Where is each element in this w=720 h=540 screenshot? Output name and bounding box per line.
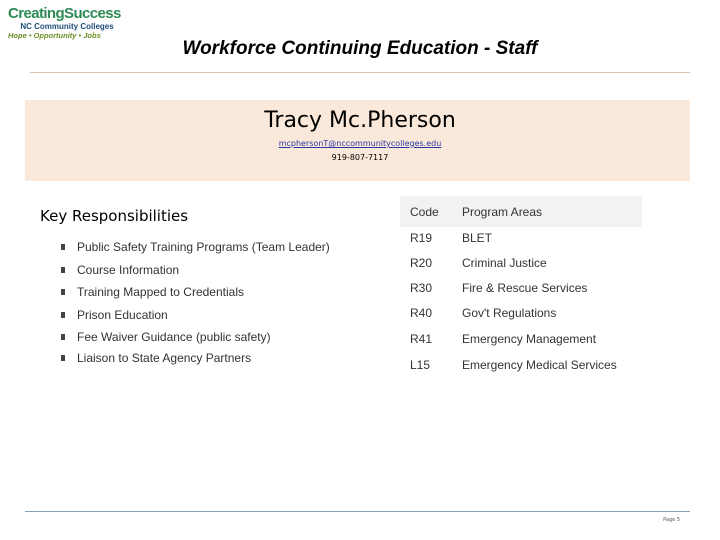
top-divider: [30, 72, 690, 73]
responsibilities-title: Key Responsibilities: [40, 207, 189, 225]
contact-phone: 919-807-7117: [331, 153, 389, 162]
page-title: Workforce Continuing Education - Staff: [182, 38, 538, 59]
table-cell-program: Emergency Medical Services: [462, 358, 617, 372]
bullet-icon: [61, 312, 65, 318]
table-cell-program: BLET: [462, 231, 493, 245]
bullet-icon: [61, 289, 65, 295]
page-number: Page 5: [663, 517, 680, 523]
logo: [8, 5, 120, 40]
bullet-icon: [61, 244, 65, 250]
bottom-divider: [25, 511, 690, 512]
table-cell-code: R19: [410, 231, 433, 245]
logo-tagline: Hope • Opportunity • Jobs: [8, 31, 101, 40]
program-table: [400, 196, 642, 377]
responsibility-item: Liaison to State Agency Partners: [62, 351, 251, 365]
table-cell-code: L15: [410, 358, 431, 372]
bullet-icon: [61, 267, 65, 273]
column-header-code: Code: [410, 205, 439, 219]
responsibility-item: Course Information: [62, 263, 179, 277]
responsibility-item: Training Mapped to Credentials: [62, 285, 244, 299]
bullet-icon: [61, 334, 65, 340]
table-cell-program: Criminal Justice: [462, 256, 547, 270]
logo-main-text: CreatingSuccess: [8, 5, 121, 22]
logo-sub-text: NC Community Colleges: [20, 22, 114, 31]
responsibility-item: Fee Waiver Guidance (public safety): [62, 330, 271, 344]
contact-name: Tracy Mc.Pherson: [264, 108, 456, 133]
responsibility-item: Prison Education: [62, 308, 168, 322]
bullet-icon: [61, 355, 65, 361]
table-cell-program: Gov't Regulations: [462, 306, 557, 320]
column-header-program-areas: Program Areas: [462, 205, 543, 219]
contact-email-link[interactable]: mcphersonT@nccommunitycolleges.edu: [278, 139, 442, 148]
table-cell-program: Emergency Management: [462, 332, 597, 346]
table-cell-code: R20: [410, 256, 433, 270]
table-cell-code: R41: [410, 332, 433, 346]
table-cell-program: Fire & Rescue Services: [462, 281, 588, 295]
responsibility-item: Public Safety Training Programs (Team Leader): [62, 240, 330, 254]
table-cell-code: R30: [410, 281, 433, 295]
table-cell-code: R40: [410, 306, 433, 320]
